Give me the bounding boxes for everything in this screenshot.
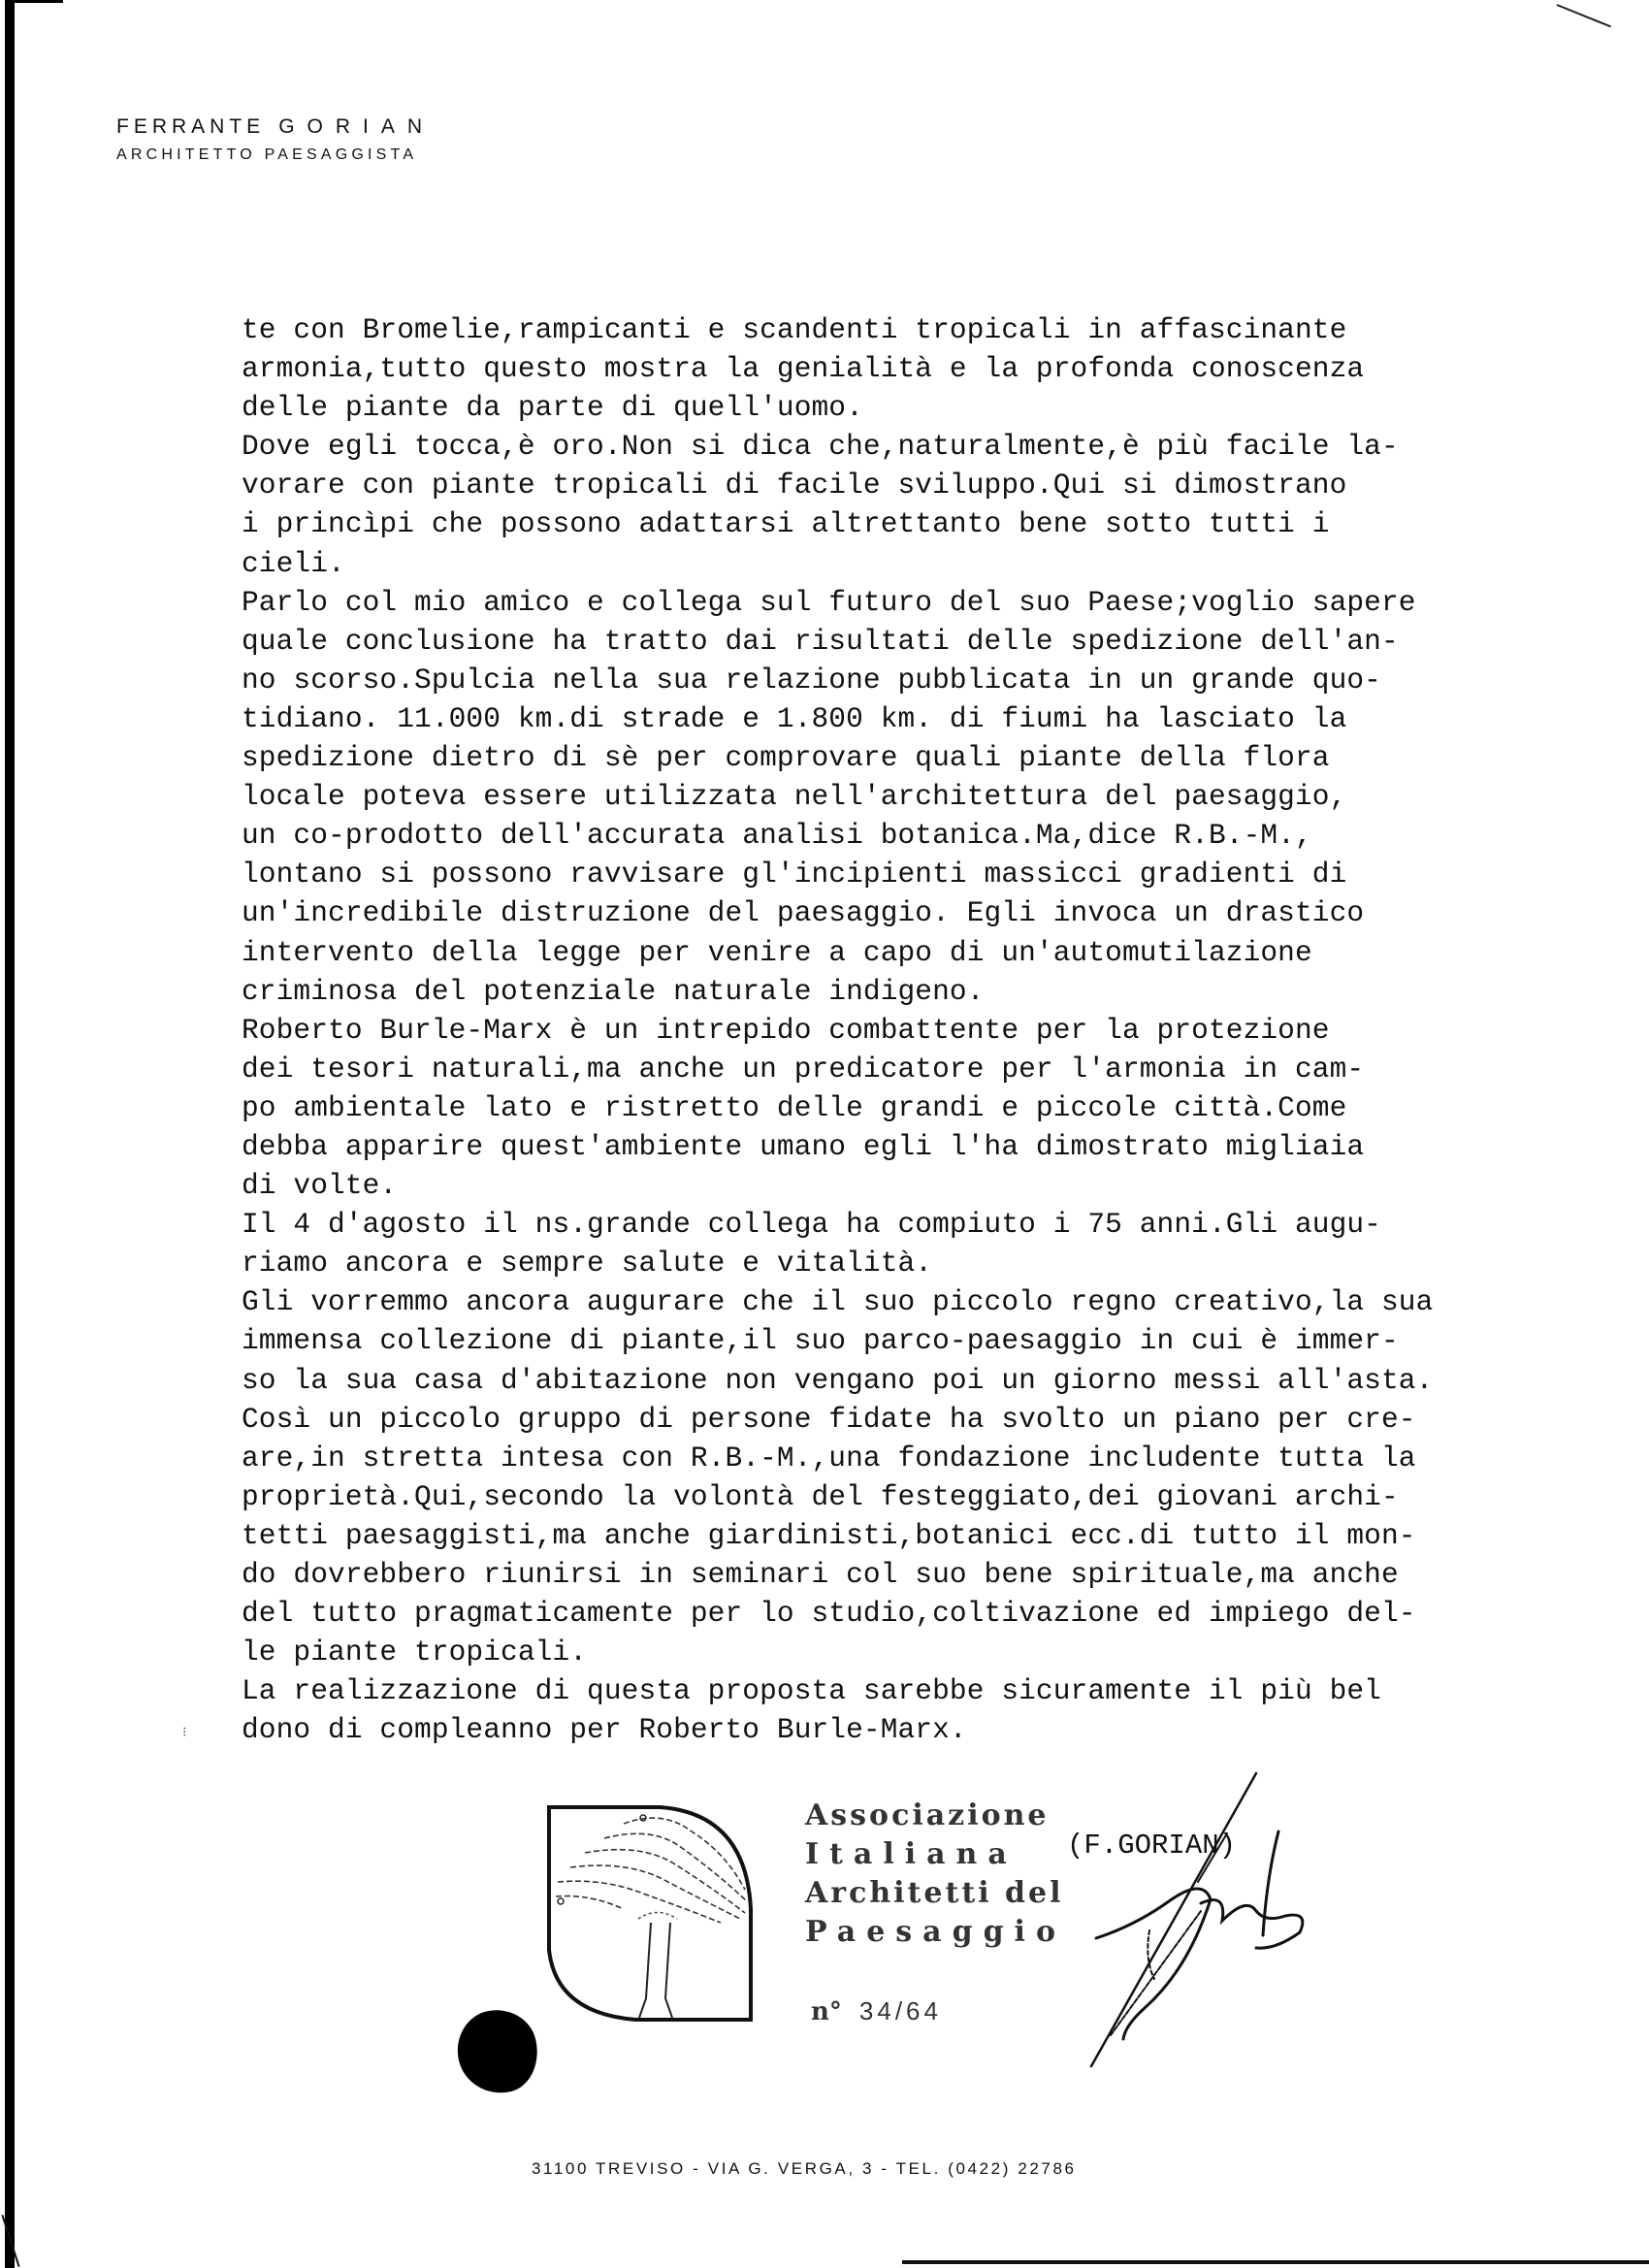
letter-line: Dove egli tocca,è oro.Non si dica che,naturalmente,è più facile la- xyxy=(242,430,1399,464)
letterhead-title: ARCHITETTO PAESAGGISTA xyxy=(116,146,418,163)
letter-line: criminosa del potenziale naturale indigeno. xyxy=(242,974,985,1008)
scan-edge-top xyxy=(5,0,63,3)
letter-line: Così un piccolo gruppo di persone fidate ha svolto un piano per cre- xyxy=(242,1402,1416,1436)
letter-line: po ambientale lato e ristretto delle grandi e piccole città.Come xyxy=(242,1090,1347,1124)
registration-value: 34/64 xyxy=(858,1996,942,2025)
signer-label: (F.GORIAN) xyxy=(1067,1830,1237,1862)
letter-line: un co-prodotto dell'accurata analisi botanica.Ma,dice R.B.-M., xyxy=(242,819,1312,853)
handwritten-signature-icon xyxy=(1057,1766,1319,2090)
letter-line: proprietà.Qui,secondo la volontà del festeggiato,dei giovani archi- xyxy=(242,1479,1399,1513)
letter-line: un'incredibile distruzione del paesaggio. Egli invoca un drastico xyxy=(242,896,1365,930)
letter-line: do dovrebbero riunirsi in seminari col suo bene spirituale,ma anche xyxy=(242,1558,1399,1591)
letter-line: immensa collezione di piante,il suo parco-paesaggio in cui è immer- xyxy=(242,1324,1399,1358)
letter-line: quale conclusione ha tratto dai risultati delle spedizione dell'an- xyxy=(242,624,1399,658)
letter-line: debba apparire quest'ambiente umano egli l'ha dimostrato migliaia xyxy=(242,1129,1365,1163)
letter-line: di volte. xyxy=(242,1169,398,1203)
ink-blot xyxy=(450,2002,545,2100)
letter-body xyxy=(242,310,1433,1749)
letter-line: locale poteva essere utilizzata nell'architettura del paesaggio, xyxy=(242,780,1347,814)
scan-artifact-top-right xyxy=(1557,4,1611,27)
letter-line: vorare con piante tropicali di facile sviluppo.Qui si dimostrano xyxy=(242,469,1347,502)
letter-line: cieli. xyxy=(242,546,345,580)
letter-line: intervento della legge per venire a capo di un'automutilazione xyxy=(242,935,1312,969)
letter-line: te con Bromelie,rampicanti e scandenti tropicali in affascinante xyxy=(242,313,1347,346)
margin-mark: ⁝ xyxy=(182,1725,187,1740)
letter-line: del tutto pragmaticamente per lo studio,coltivazione ed impiego del- xyxy=(242,1597,1416,1631)
tree-shield-logo-icon xyxy=(546,1804,755,2023)
association-stamp-logo xyxy=(546,1804,755,2023)
letterhead-name xyxy=(116,114,435,140)
letter-line: riamo ancora e sempre salute e vitalità. xyxy=(242,1247,933,1280)
letter-line: le piante tropicali. xyxy=(242,1636,588,1669)
letter-line: dono di compleanno per Roberto Burle-Marx. xyxy=(242,1713,967,1747)
letter-line: dei tesori naturali,ma anche un predicatore per l'armonia in cam- xyxy=(242,1052,1365,1085)
letter-line: i princìpi che possono adattarsi altrettanto bene sotto tutti i xyxy=(242,507,1330,541)
letterhead-first-name: FERRANTE xyxy=(116,115,266,138)
letter-line: Parlo col mio amico e collega sul futuro del suo Paese;voglio sapere xyxy=(242,585,1416,619)
letter-line: tidiano. 11.000 km.di strade e 1.800 km. di fiumi ha lasciato la xyxy=(242,701,1347,735)
letter-line: Roberto Burle-Marx è un intrepido combattente per la protezione xyxy=(242,1013,1330,1047)
association-line-4: Paesaggio xyxy=(805,1915,1066,1949)
letter-line: are,in stretta intesa con R.B.-M.,una fondazione includente tutta la xyxy=(242,1441,1416,1474)
letter-line: La realizzazione di questa proposta sarebbe sicuramente il più bel xyxy=(242,1674,1381,1708)
association-line-2: Italiana xyxy=(805,1837,1018,1871)
letter-line: spedizione dietro di sè per comprovare quali piante della flora xyxy=(242,741,1330,775)
scan-edge-bottom xyxy=(902,2260,1649,2264)
registration-prefix: n° xyxy=(811,1997,842,2026)
letter-line: lontano si possono ravvisare gl'incipienti massicci gradienti di xyxy=(242,858,1347,891)
letter-line: tetti paesaggisti,ma anche giardinisti,botanici ecc.di tutto il mon- xyxy=(242,1518,1416,1552)
letterhead-last-name: GORIAN xyxy=(278,115,436,138)
scan-edge-left xyxy=(5,0,15,2268)
letter-line: no scorso.Spulcia nella sua relazione pubblicata in un grande quo- xyxy=(242,663,1381,697)
association-line-1: Associazione xyxy=(805,1798,1050,1832)
association-name xyxy=(805,1797,1066,1952)
letter-line: armonia,tutto questo mostra la genialità e la profonda conoscenza xyxy=(242,352,1365,386)
association-line-3: Architetti del xyxy=(805,1876,1064,1910)
letter-line: Gli vorremmo ancora augurare che il suo piccolo regno creativo,la sua xyxy=(242,1285,1434,1319)
letterhead xyxy=(116,114,435,167)
letterhead-footer-address: 31100 TREVISO - VIA G. VERGA, 3 - TEL. (0422) 22786 xyxy=(532,2159,1077,2178)
registration-number xyxy=(811,1996,942,2026)
letter-line: so la sua casa d'abitazione non vengano poi un giorno messi all'asta. xyxy=(242,1363,1434,1397)
letter-line: delle piante da parte di quell'uomo. xyxy=(242,391,863,425)
letter-line: Il 4 d'agosto il ns.grande collega ha compiuto i 75 anni.Gli augu- xyxy=(242,1208,1381,1242)
